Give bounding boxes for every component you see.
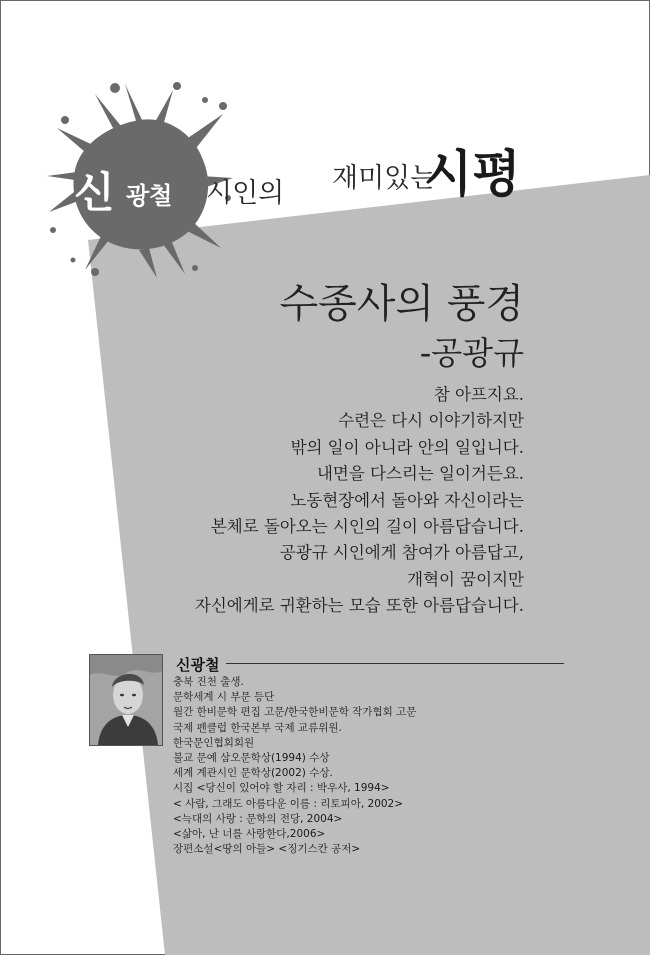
poem-line: 내면을 다스리는 일이거든요. — [316, 464, 524, 484]
poem-body — [104, 382, 524, 620]
bio-line: <늑대의 사랑 : 문학의 전당, 2004> — [173, 812, 343, 825]
bio-name: 신광철 — [176, 656, 220, 674]
header-gwangcheol-text: 광철 — [126, 181, 173, 210]
column-header — [62, 145, 552, 218]
author-photo — [89, 654, 163, 746]
poem-line: 자신에게로 귀환하는 모습 또한 아름답습니다. — [194, 596, 524, 616]
poem-line: 수련은 다시 이야기하지만 — [338, 411, 524, 431]
bio-line: 문학세계 시 부문 등단 — [173, 691, 275, 704]
bio-line: 불교 문예 삼오문학상(1994) 수상 — [173, 752, 330, 765]
bio-line: 충북 진천 출생. — [173, 676, 244, 688]
bio-line: 시집 <당신이 있어야 할 자리 : 박우사, 1994> — [173, 782, 390, 795]
poem-line: 공광규 시인에게 참여가 아름답고, — [279, 543, 524, 563]
bio-details — [173, 675, 613, 857]
bio-line: 장편소설<땅의 아들> <징기스칸 공저> — [173, 843, 361, 856]
poem-author: -공광규 — [419, 334, 524, 372]
author-portrait-image — [90, 655, 162, 745]
bio-line: 세계 계관시인 문학상(2002) 수상. — [173, 767, 333, 780]
bio-line: 국제 펜클럽 한국본부 국제 교류위원. — [173, 721, 342, 734]
poem-line: 참 아프지요. — [433, 385, 524, 404]
poem-line: 본체로 돌아오는 시인의 길이 아름답습니다. — [210, 517, 524, 537]
header-subtitle-part2: 재미있는 — [332, 163, 437, 194]
poem-title: 수종사의 풍경 — [279, 281, 524, 327]
bio-divider — [226, 663, 564, 664]
poem-line: 밖의 일이 아니라 안의 일입니다. — [290, 437, 524, 457]
poem-line: 개혁이 꿈이지만 — [407, 569, 524, 589]
bio-line: 월간 한비문학 편집 고문/한국한비문학 작가협회 고문 — [173, 706, 417, 719]
poem-line: 노동현장에서 돌아와 자신이라는 — [290, 490, 524, 510]
bio-line: 한국문인협회회원 — [173, 736, 255, 749]
bio-line: <삶아, 난 너를 사랑한다,2006> — [173, 828, 326, 841]
header-shin-glyph: 신 — [74, 168, 115, 217]
header-sipyeong-title: 시평 — [424, 145, 521, 203]
header-subtitle-part1: 시인의 — [206, 178, 285, 209]
bio-line: < 사람, 그래도 아름다운 이름 : 리토피아, 2002> — [173, 797, 404, 810]
